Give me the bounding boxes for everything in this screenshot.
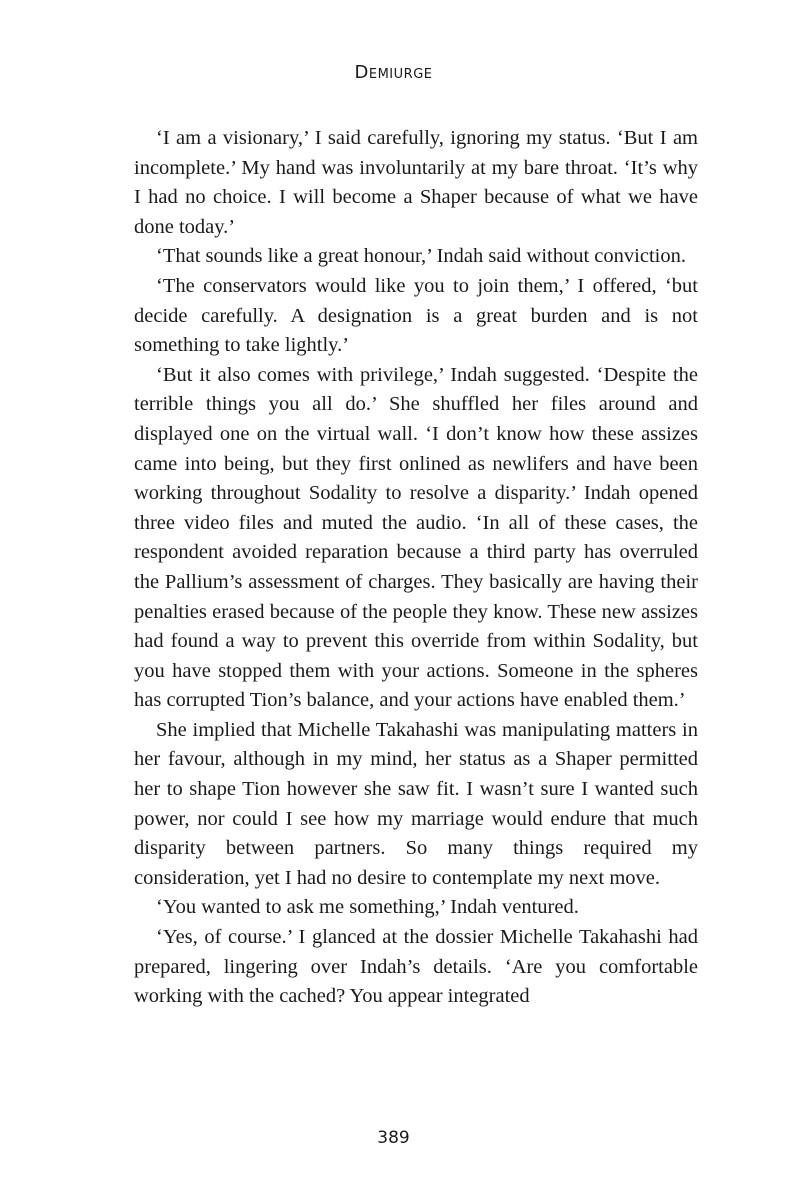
paragraph: ‘I am a visionary,’ I said carefully, ignoring my status. ‘But I am incomplete.’ My hand was involuntarily at my bare throat. ‘It’s why I had no choice. I will become a Shaper because of what we have done today.’ (134, 127, 698, 238)
page-number: 389 (377, 1128, 410, 1148)
paragraph: She implied that Michelle Takahashi was manipulating matters in her favour, although in my mind, her status as a Shaper permitted her to shape Tion however she saw fit. I wasn’t sure I wanted such power, nor could I see how my marriage would endure that much disparity between partners. So many things required my consideration, yet I had no desire to contemplate my next move. (134, 718, 698, 889)
paragraph: ‘But it also comes with privilege,’ Indah suggested. ‘Despite the terrible things you all do.’ She shuffled her files around and displayed one on the virtual wall. ‘I don’t know how these assizes came into being, but they first onlined as newlifers and have been working throughout Sodality to resolve a disparity.’ Indah opened three video files and muted the audio. ‘In all of these cases, the respondent avoided reparation because a third party has overruled the Pallium’s assessment of charges. They basically are having their penalties erased because of the people they know. These new assizes had found a way to prevent this override from within Sodality, but you have stopped them with your actions. Someone in the spheres has corrupted Tion’s balance, and your actions have enabled them.’ (134, 363, 698, 712)
paragraph: ‘You wanted to ask me something,’ Indah ventured. (156, 896, 579, 919)
paragraph: ‘The conservators would like you to join them,’ I offered, ‘but decide carefully. A designation is a great burden and is not something to take lightly.’ (134, 274, 698, 357)
paragraph: ‘That sounds like a great honour,’ Indah said without conviction. (156, 245, 686, 268)
paragraph: ‘Yes, of course.’ I glanced at the dossier Michelle Takahashi had prepared, lingering over Indah’s details. ‘Are you comfortable working with the cached? You appear integrated (134, 926, 698, 1008)
running-head: Demiurge (354, 62, 433, 83)
body-text (134, 124, 698, 1012)
